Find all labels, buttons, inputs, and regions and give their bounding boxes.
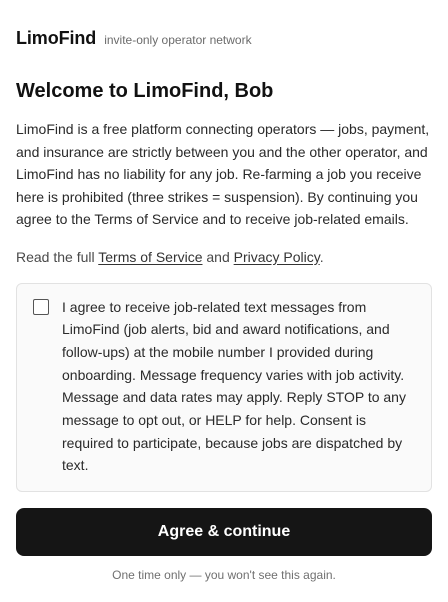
- sms-consent-text: I agree to receive job-related text messages from LimoFind (job alerts, bid and award notifications, and follow-ups) at the mobile number I provided during onboarding. Message frequency varies with job activity. Message and data rates may apply. Reply STOP to any message to opt out, or HELP for help. Consent is required to participate, because jobs are dispatched by text.: [62, 298, 406, 474]
- policies-prefix: Read the full: [16, 248, 99, 265]
- intro-paragraph: LimoFind is a free platform connecting operators — jobs, payment, and insurance are strictly between you and the other operator, and LimoFind has no liability for any job. Re-farming a job you receive here is prohibited (three strikes = suspension). By continuing you agree to the Terms of Service and to receive job-related emails.: [16, 121, 430, 227]
- one-time-footnote: One time only — you won't see this again.: [112, 568, 336, 583]
- privacy-policy-link[interactable]: Privacy Policy: [233, 248, 320, 265]
- sms-consent-checkbox[interactable]: [33, 299, 49, 315]
- policies-line: [16, 247, 432, 267]
- terms-of-service-link[interactable]: Terms of Service: [98, 248, 203, 265]
- brand-tagline: invite-only operator network: [104, 33, 252, 47]
- policies-suffix: .: [319, 248, 324, 265]
- brand-header: [16, 0, 432, 50]
- page-title: Welcome to LimoFind, Bob: [16, 80, 274, 102]
- policies-conjunction: and: [202, 248, 234, 265]
- sms-consent-panel: [16, 283, 432, 493]
- brand-logo-text: LimoFind: [16, 28, 97, 48]
- agree-continue-button[interactable]: Agree & continue: [16, 508, 432, 556]
